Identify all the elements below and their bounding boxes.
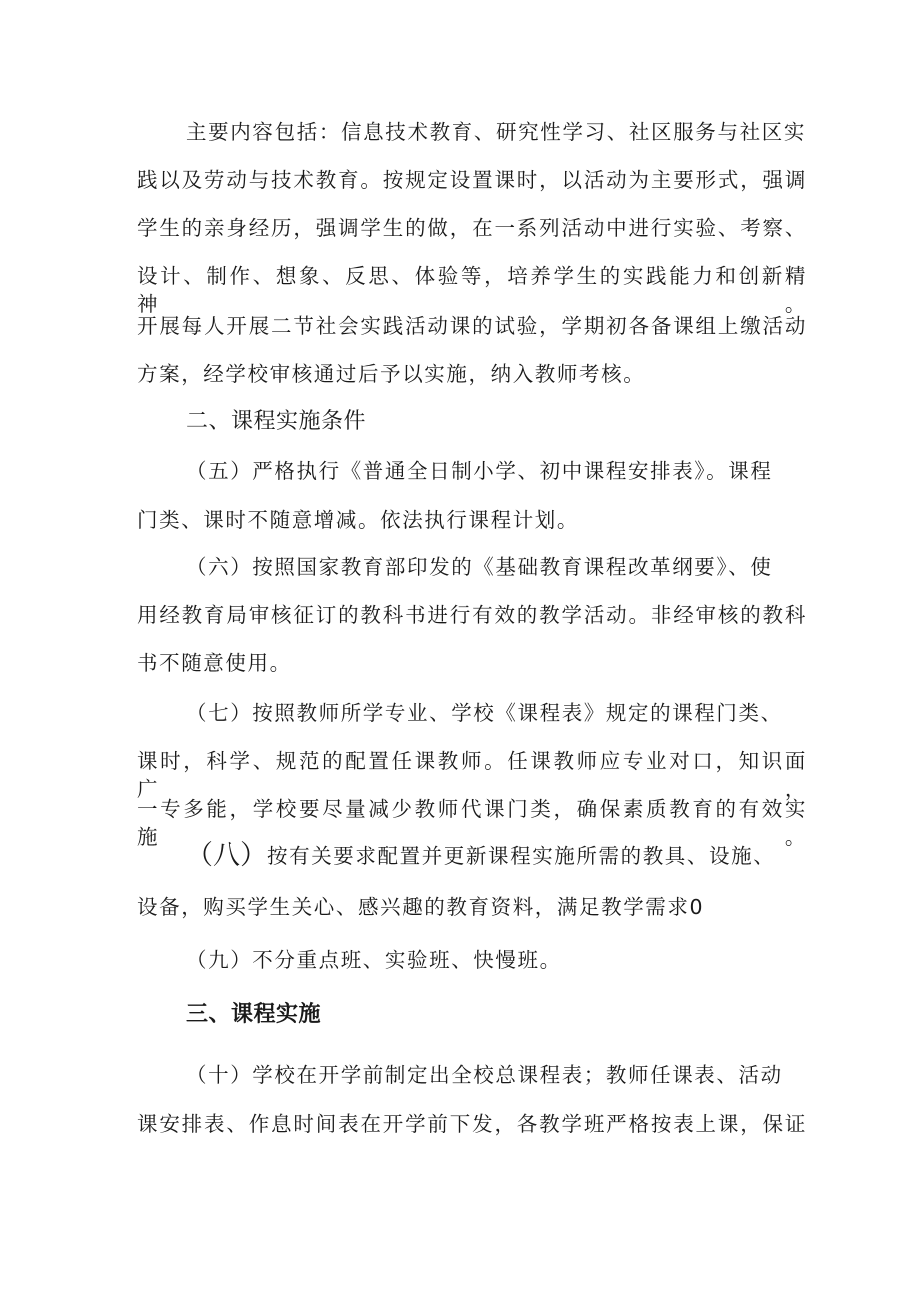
paragraph-9-line-1: （九）不分重点班、实验班、快慢班。	[186, 948, 562, 972]
paragraph-1-line-3: 学生的亲身经历，强调学生的做，在一系列活动中进行实验、考察、	[137, 216, 807, 240]
paragraph-1-line-5: 开展每人开展二节社会实践活动课的试验，学期初各备课组上缴活动	[137, 314, 807, 338]
paragraph-1-line-4: 设计、制作、想象、反思、体验等，培养学生的实践能力和创新精神。	[137, 264, 807, 316]
paragraph-7-line-2: 课时，科学、规范的配置任课教师。任课教师应专业对口，知识面广，	[137, 749, 807, 801]
paragraph-1-line-2: 践以及劳动与技术教育。按规定设置课时，以活动为主要形式，强调	[137, 168, 807, 192]
paragraph-8-line-1-text: 按有关要求配置并更新课程实施所需的教具、设施、	[267, 844, 776, 868]
paragraph-1-line-6: 方案，经学校审核通过后予以实施，纳入教师考核。	[137, 362, 646, 386]
paragraph-8-number: （八）	[186, 840, 267, 871]
paragraph-6-line-1: （六）按照国家教育部印发的《基础教育课程改革纲要》、使	[186, 555, 773, 579]
paragraph-10-line-2: 课安排表、作息时间表在开学前下发，各教学班严格按表上课，保证	[137, 1112, 807, 1136]
paragraph-1-line-1: 主要内容包括：信息技术教育、研究性学习、社区服务与社区实	[186, 120, 806, 144]
paragraph-5-line-1: （五）严格执行《普通全日制小学、初中课程安排表》。课程	[186, 459, 773, 483]
section-heading-2: 二、课程实施条件	[186, 409, 367, 434]
paragraph-5-line-2: 门类、课时不随意增减。依法执行课程计划。	[137, 508, 579, 532]
paragraph-7-line-3: 一专多能，学校要尽量减少教师代课门类，确保素质教育的有效实施。	[137, 797, 807, 849]
paragraph-8-line-2: 设备，购买学生关心、感兴趣的教育资料，满足教学需求0	[137, 895, 705, 919]
paragraph-7-line-1: （七）按照教师所学专业、学校《课程表》规定的课程门类、	[186, 701, 783, 725]
section-heading-3: 三、课程实施	[186, 1002, 322, 1027]
paragraph-6-line-3: 书不随意使用。	[137, 651, 292, 675]
paragraph-8-line-1	[186, 842, 786, 870]
paragraph-10-line-1: （十）学校在开学前制定出全校总课程表；教师任课表、活动	[186, 1063, 783, 1087]
paragraph-6-line-2: 用经教育局审核征订的教科书进行有效的教学活动。非经审核的教科	[137, 603, 807, 627]
